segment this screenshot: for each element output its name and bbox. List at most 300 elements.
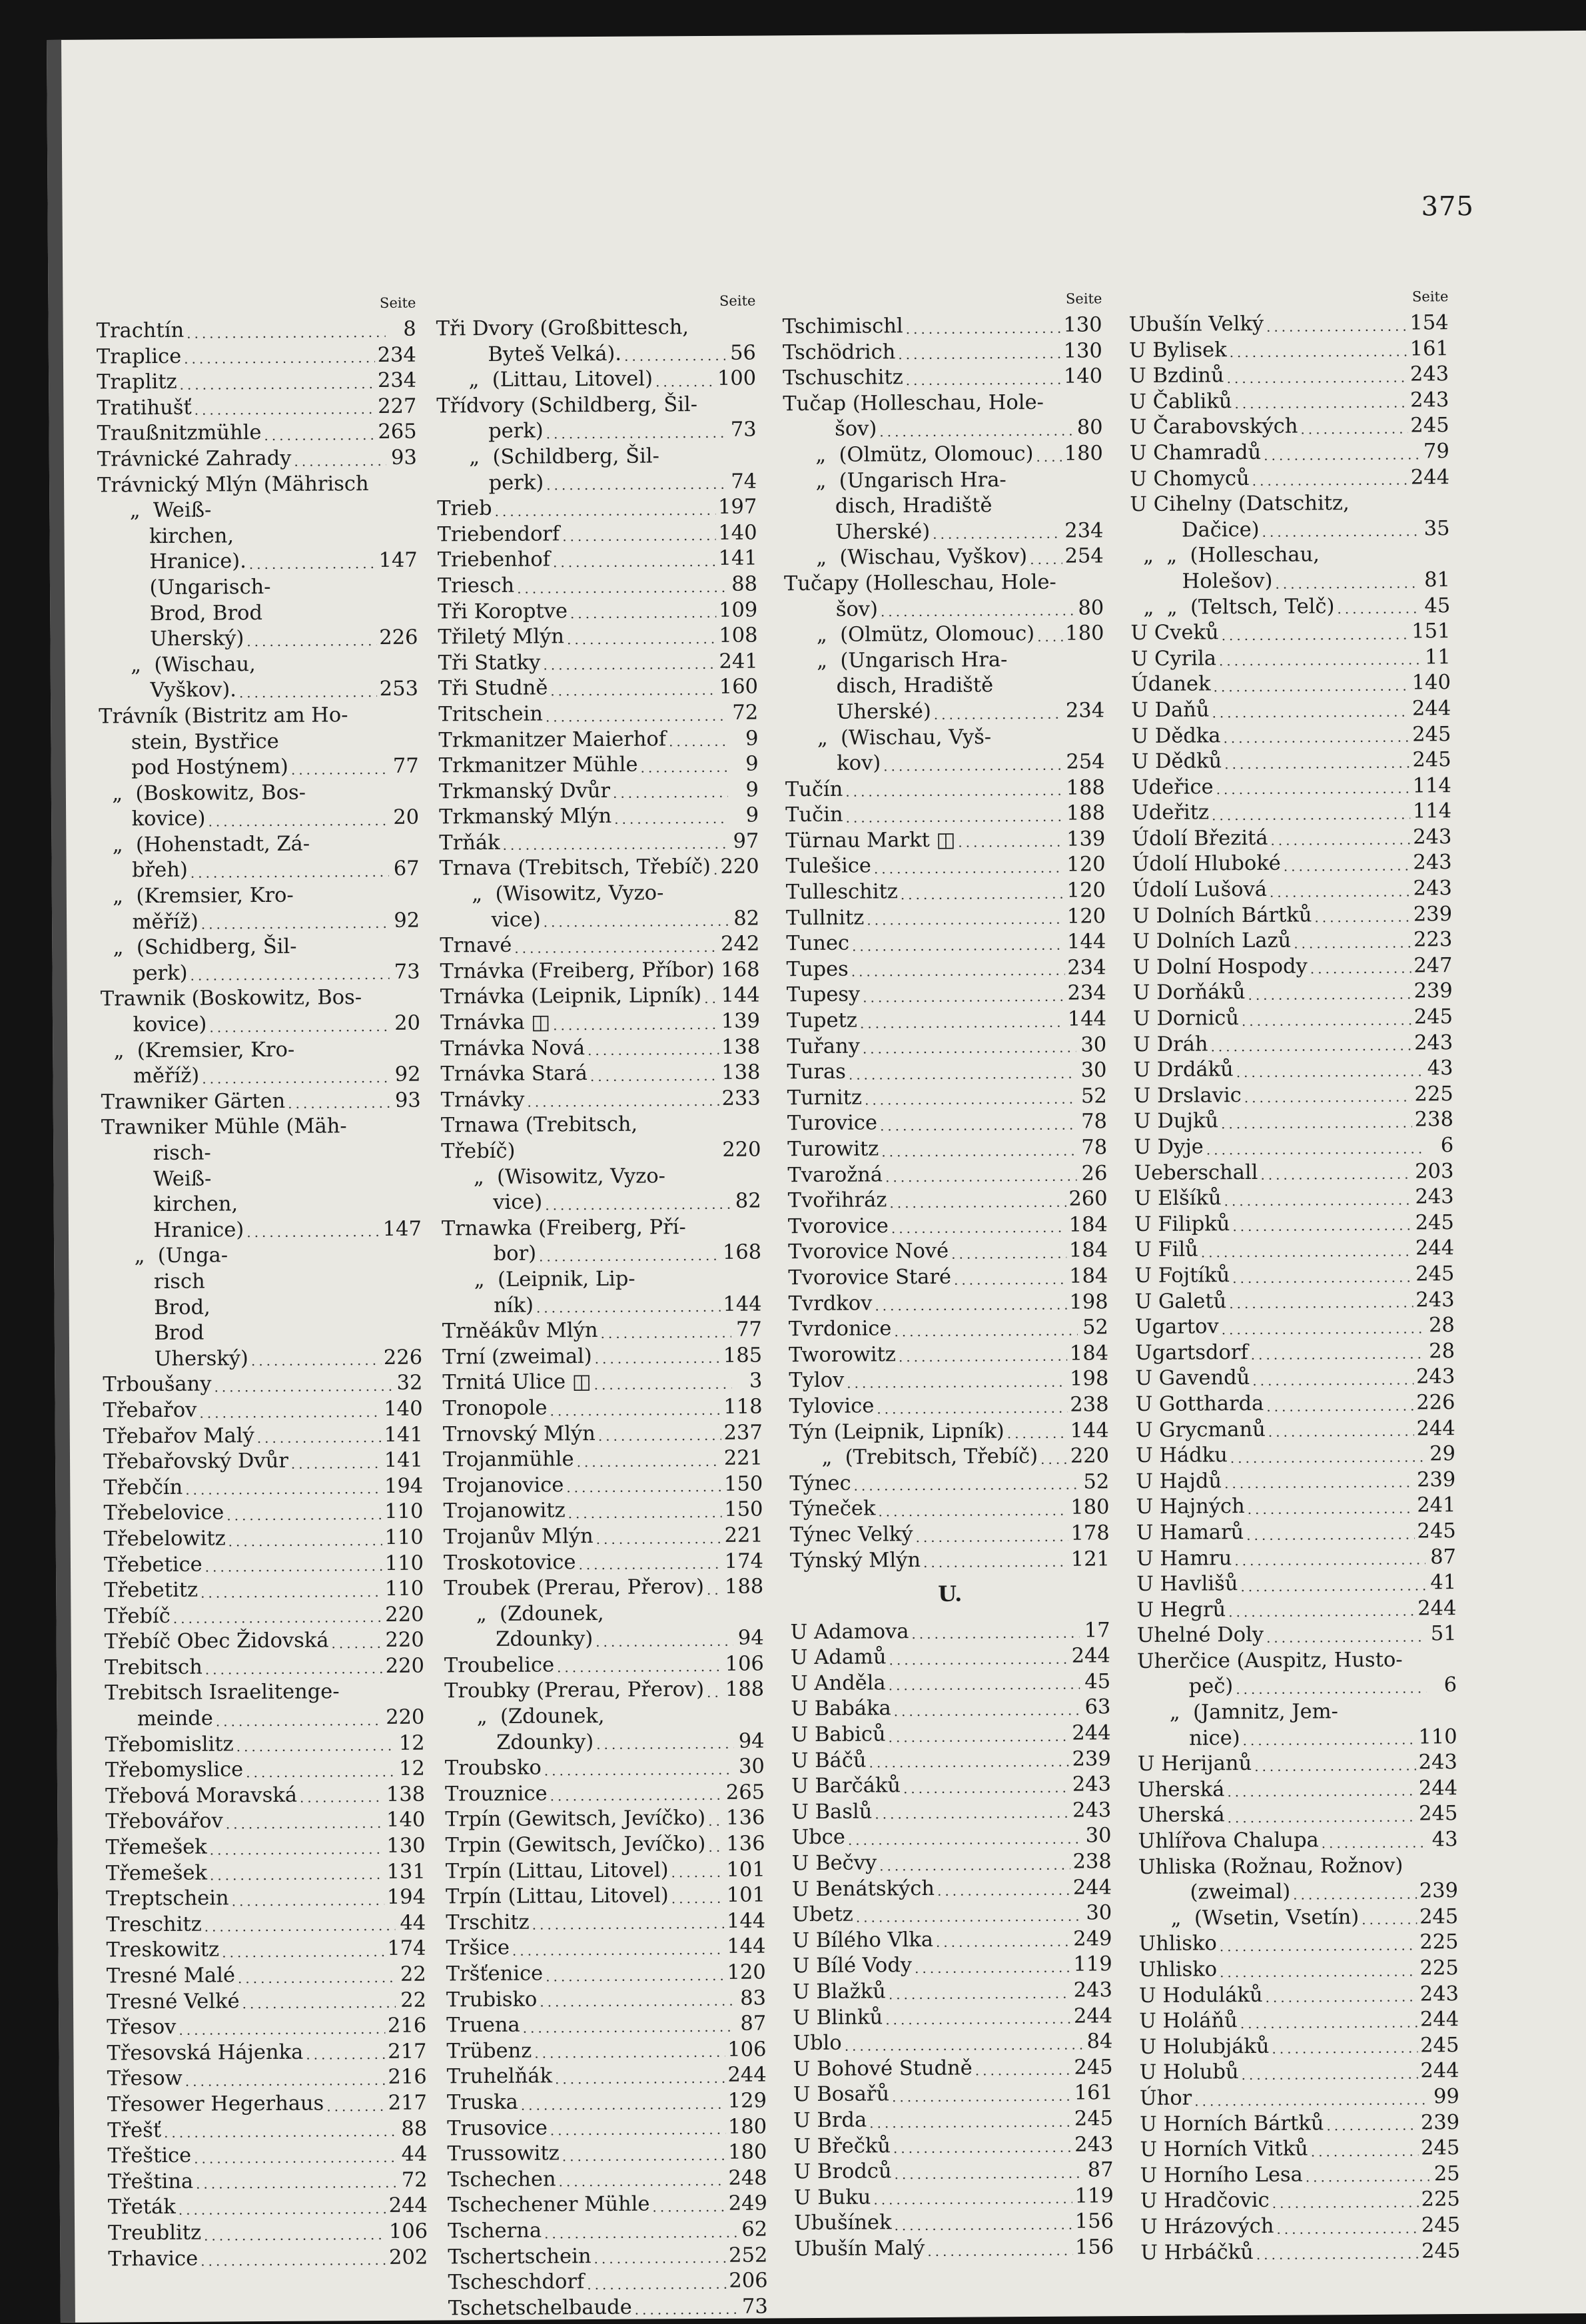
leader-dots	[847, 1375, 1067, 1390]
index-entry	[1137, 1725, 1457, 1752]
index-entry	[792, 1849, 1112, 1877]
entry-name: U Barčáků	[791, 1773, 901, 1800]
entry-page: 225	[1421, 2187, 1460, 2213]
leader-dots	[1224, 1476, 1414, 1491]
index-entry	[436, 340, 756, 368]
index-entry	[785, 724, 1104, 752]
index-entry	[99, 805, 419, 833]
entry-name: Úhor	[1140, 2086, 1192, 2112]
entry-page: 79	[1421, 439, 1449, 465]
index-entry	[436, 366, 756, 394]
index-entry	[785, 749, 1105, 777]
entry-name: U Holáňů	[1139, 2008, 1238, 2034]
index-entry	[438, 546, 757, 574]
entry-page: 239	[1417, 1467, 1455, 1493]
entry-name: U Galetů	[1134, 1289, 1226, 1315]
entry-page: 151	[1411, 619, 1450, 645]
entry-page: 140	[1412, 670, 1451, 696]
entry-name: „ (Wisowitz, Vyzo-	[440, 881, 664, 908]
entry-name: Traplice	[97, 344, 182, 370]
entry-page: 185	[723, 1343, 762, 1369]
index-entry	[103, 1294, 422, 1322]
entry-name: vice)	[440, 907, 541, 934]
leader-dots	[1230, 1450, 1425, 1465]
entry-name: Třebařovský Dvůr	[103, 1449, 288, 1475]
entry-page: 184	[1069, 1212, 1108, 1238]
leader-dots	[1216, 782, 1410, 797]
entry-page: 156	[1075, 2235, 1114, 2261]
index-entry	[102, 1242, 422, 1270]
entry-page: 245	[1074, 2055, 1112, 2081]
index-entry	[104, 1551, 424, 1579]
entry-name: Třebomislitz	[105, 1732, 234, 1758]
entry-name: „ (Schildberg, Šil-	[437, 444, 659, 471]
index-entry	[787, 1058, 1106, 1086]
entry-page: 120	[1066, 853, 1105, 879]
entry-name: U Filů	[1134, 1238, 1198, 1264]
leader-dots	[202, 1071, 390, 1086]
index-entry	[99, 754, 419, 782]
leader-dots	[975, 2064, 1072, 2078]
entry-name: Trieb	[437, 496, 492, 522]
entry-page: 83	[738, 1986, 766, 2012]
entry-page: 244	[1072, 1644, 1110, 1670]
entry-page: 6	[1425, 1133, 1453, 1159]
entry-name: Uhliska (Rožnau, Rožnov)	[1138, 1853, 1403, 1880]
leader-dots	[1326, 2119, 1418, 2133]
entry-name: Uhlířova Chalupa	[1138, 1828, 1318, 1854]
leader-dots	[536, 1300, 721, 1315]
entry-page: 80	[1074, 416, 1102, 442]
entry-page: 244	[1072, 1721, 1110, 1746]
leader-dots	[1222, 627, 1409, 642]
leader-dots	[180, 377, 375, 392]
leader-dots	[885, 2012, 1071, 2027]
index-entry	[789, 1469, 1109, 1497]
entry-page: 26	[1079, 1161, 1107, 1187]
index-entry	[785, 647, 1104, 675]
entry-page: 180	[728, 2140, 767, 2166]
entry-name: U Brda	[793, 2108, 867, 2134]
leader-dots	[878, 1504, 1068, 1519]
entry-name: „ (Schidberg, Šil-	[100, 935, 296, 961]
entry-name: U Dědků	[1132, 749, 1222, 775]
index-entry	[1134, 1082, 1453, 1110]
entry-name: kovice)	[101, 1012, 207, 1039]
entry-name: Tři Koroptve	[438, 599, 568, 625]
index-entry	[1138, 1776, 1457, 1804]
leader-dots	[1264, 448, 1419, 462]
entry-name: Vyškov).	[99, 678, 236, 705]
index-entry	[783, 492, 1103, 520]
index-entry	[444, 1703, 764, 1731]
entry-page: 106	[725, 1651, 764, 1677]
leader-dots	[577, 1455, 721, 1469]
leader-dots	[869, 2115, 1072, 2130]
entry-name: U Babáka	[791, 1697, 891, 1723]
index-entry	[107, 1988, 426, 2016]
entry-page: 108	[719, 623, 757, 649]
entry-page: 25	[1431, 2161, 1459, 2187]
entry-name: Tschetschelbaude	[448, 2295, 632, 2321]
index-entry	[436, 418, 756, 446]
entry-name: Trusovice	[447, 2116, 548, 2142]
leader-dots	[539, 1249, 720, 1264]
entry-name: Uherská	[1138, 1777, 1225, 1803]
entry-page: 45	[1082, 1669, 1110, 1695]
index-entry	[1130, 465, 1449, 493]
entry-name: „ Weiß-	[97, 498, 211, 525]
index-entry	[1138, 1802, 1457, 1830]
entry-name: U Fojtíků	[1134, 1263, 1230, 1289]
index-entry	[442, 1343, 762, 1371]
entry-page: 9	[731, 752, 759, 778]
entry-page: 20	[391, 805, 419, 831]
entry-name: Tschertschein	[448, 2244, 591, 2271]
entry-name: Tvarožná	[787, 1162, 883, 1188]
leader-dots	[249, 557, 376, 571]
entry-name: „ (Ungarisch Hra-	[785, 647, 1008, 675]
index-entry	[793, 2132, 1113, 2160]
entry-name: Třebíč Obec Židovská	[105, 1629, 329, 1656]
index-entry	[1138, 1853, 1458, 1881]
index-entry	[1137, 1647, 1457, 1675]
leader-dots	[1213, 679, 1409, 693]
index-entry	[1130, 593, 1450, 621]
entry-page: 3	[734, 1369, 762, 1395]
entry-page: 245	[1419, 1904, 1458, 1930]
entry-page: 254	[1066, 749, 1104, 775]
entry-page: 114	[1413, 799, 1451, 825]
index-entry	[101, 1088, 421, 1116]
leader-dots	[595, 1635, 733, 1649]
leader-dots	[951, 1247, 1066, 1261]
entry-name: Dačice)	[1130, 518, 1259, 544]
leader-dots	[570, 606, 716, 620]
entry-name: U Drslavic	[1134, 1083, 1242, 1110]
index-entry	[789, 1443, 1109, 1471]
entry-name: Třídvory (Schildberg, Šil-	[436, 392, 697, 420]
entry-name: Tschödrich	[783, 340, 896, 366]
index-entry	[107, 2142, 427, 2170]
entry-page: 101	[726, 1857, 765, 1883]
index-entry	[106, 1910, 426, 1938]
entry-page: 238	[1415, 1108, 1453, 1134]
index-entry	[101, 1140, 421, 1168]
entry-page: 245	[1421, 2213, 1460, 2239]
entry-page: 92	[392, 908, 420, 934]
entry-page: 87	[1085, 2157, 1113, 2183]
index-entry	[97, 420, 417, 448]
index-entry	[1130, 542, 1450, 570]
entry-name: Uherčice (Auspitz, Husto-	[1137, 1647, 1403, 1675]
entry-page: 234	[1067, 981, 1106, 1007]
index-entry	[97, 342, 416, 370]
entry-name: Trnávka ◫	[440, 1010, 550, 1036]
leader-dots	[578, 1557, 721, 1571]
leader-dots	[185, 1482, 382, 1497]
leader-dots	[566, 1480, 721, 1494]
entry-name: Tullnitz	[786, 905, 864, 931]
leader-dots	[1194, 2093, 1429, 2108]
index-entry	[103, 1397, 422, 1425]
index-entry	[447, 2140, 767, 2168]
leader-dots	[517, 580, 727, 595]
entry-name: Troskotovice	[444, 1550, 576, 1577]
index-entry	[439, 777, 759, 805]
index-entry	[783, 467, 1103, 495]
entry-name: Třebelowitz	[104, 1526, 226, 1553]
entry-page: 9	[731, 803, 759, 829]
entry-page: 242	[721, 932, 759, 958]
leader-dots	[885, 1170, 1077, 1184]
entry-page: 20	[392, 1011, 420, 1037]
entry-name: U Bzdinů	[1129, 363, 1224, 389]
leader-dots	[874, 861, 1064, 876]
entry-name: Tři Studně	[438, 676, 548, 703]
index-entry	[442, 1394, 762, 1422]
index-entry	[789, 1495, 1109, 1523]
entry-page: 174	[387, 1936, 426, 1962]
leader-dots	[1337, 602, 1419, 616]
entry-name: Třebařov	[103, 1398, 197, 1424]
entry-name: stein, Bystřice	[99, 729, 278, 755]
index-entry	[1134, 1262, 1454, 1290]
entry-name: Ubušín Velký	[1129, 312, 1264, 338]
entry-name: Třebetitz	[104, 1578, 198, 1604]
index-entry	[1135, 1390, 1455, 1418]
entry-page: 244	[1420, 2007, 1459, 2033]
index-entry	[108, 2245, 428, 2273]
index-entry	[440, 1009, 760, 1037]
entry-page: 62	[739, 2217, 767, 2243]
entry-name: U Dědka	[1131, 723, 1220, 749]
index-entry	[99, 831, 419, 859]
leader-dots	[1232, 1270, 1413, 1285]
entry-name: Byteš Velká).	[436, 341, 621, 368]
entry-name: „ (Trebitsch, Třebíč)	[789, 1444, 1038, 1471]
index-entry	[442, 1318, 762, 1346]
leader-dots	[1240, 2016, 1417, 2030]
index-entry	[99, 703, 418, 731]
entry-page: 245	[1415, 1210, 1454, 1236]
leader-dots	[958, 835, 1064, 849]
index-entry	[448, 2269, 767, 2297]
entry-page: 245	[1421, 2239, 1460, 2265]
leader-dots	[894, 2218, 1072, 2233]
entry-page: 234	[1066, 698, 1104, 724]
entry-name: Trní (zweimal)	[442, 1344, 592, 1371]
index-entry	[793, 2081, 1113, 2109]
leader-dots	[891, 1221, 1066, 1236]
index-entry	[103, 1345, 422, 1373]
entry-name: Třebomyslice	[105, 1757, 244, 1784]
index-entry	[441, 1086, 761, 1114]
index-entry	[445, 1806, 765, 1834]
entry-name: „ „ (Holleschau,	[1130, 543, 1320, 570]
index-entry	[791, 1824, 1111, 1852]
entry-page: 238	[1070, 1392, 1108, 1418]
leader-dots	[1244, 1090, 1412, 1105]
leader-dots	[204, 1919, 396, 1934]
entry-page: 140	[1064, 364, 1102, 390]
entry-page: 110	[385, 1551, 424, 1577]
leader-dots	[879, 1858, 1070, 1872]
index-entry	[791, 1695, 1110, 1723]
entry-name: Trpín (Littau, Litovel)	[446, 1858, 669, 1885]
entry-page: 130	[1064, 338, 1102, 364]
entry-page: 144	[721, 983, 759, 1009]
leader-dots	[191, 865, 389, 880]
leader-dots	[1222, 1322, 1424, 1336]
leader-dots	[251, 1354, 381, 1367]
leader-dots	[613, 786, 728, 800]
entry-page: 225	[1419, 1956, 1458, 1982]
leader-dots	[232, 1894, 384, 1908]
index-entry	[107, 1962, 426, 1990]
leader-dots	[588, 1043, 719, 1057]
index-entry	[1139, 2007, 1459, 2035]
index-entry	[1135, 1364, 1455, 1392]
index-entry	[1131, 670, 1451, 698]
index-entry	[98, 574, 418, 602]
entry-name: U Hrázových	[1140, 2214, 1274, 2241]
entry-name: U Chomyců	[1130, 466, 1250, 493]
index-entry	[792, 1901, 1112, 1929]
entry-name: měříž)	[100, 909, 198, 935]
entry-page: 87	[738, 2012, 766, 2038]
entry-name: Tučin	[785, 803, 843, 829]
leader-dots	[1248, 1501, 1415, 1516]
index-entry	[1135, 1313, 1455, 1341]
leader-dots	[873, 2192, 1072, 2207]
index-entry	[100, 959, 420, 987]
index-entry	[99, 677, 418, 705]
entry-name: Troubky (Prerau, Přerov)	[444, 1677, 704, 1705]
index-entry	[1135, 1339, 1455, 1367]
book-page	[47, 31, 1586, 2323]
index-entry	[448, 2217, 767, 2245]
leader-dots	[671, 1866, 724, 1879]
leader-dots	[624, 349, 725, 363]
leader-dots	[1224, 756, 1409, 771]
entry-page: 139	[721, 1009, 760, 1035]
index-entry	[790, 1521, 1110, 1549]
entry-page: 9	[731, 777, 759, 803]
section-heading: U.	[790, 1580, 1110, 1608]
entry-page: 188	[725, 1575, 763, 1601]
leader-dots	[1212, 705, 1409, 719]
entry-page: 188	[725, 1677, 764, 1703]
entry-name: Türnau Markt ◫	[785, 828, 955, 855]
index-entry	[98, 548, 418, 576]
leader-dots	[881, 1144, 1076, 1158]
index-entry	[1134, 1210, 1454, 1238]
index-entry	[445, 1754, 765, 1782]
entry-page: 84	[1084, 2029, 1112, 2055]
index-entry	[1133, 1056, 1453, 1084]
index-entry	[789, 1341, 1108, 1369]
leader-dots	[1322, 1836, 1427, 1850]
leader-dots	[877, 1401, 1067, 1415]
entry-name: Třeták	[108, 2195, 176, 2221]
entry-page: 225	[1419, 1930, 1458, 1956]
leader-dots	[596, 1531, 722, 1545]
index-entry	[792, 1875, 1112, 1903]
leader-dots	[495, 504, 716, 518]
entry-name: Trňák	[439, 831, 500, 857]
leader-dots	[546, 1968, 724, 1983]
entry-name: U Hradčovic	[1140, 2188, 1270, 2215]
index-entry	[108, 2219, 428, 2247]
index-entry	[447, 2114, 767, 2142]
entry-name: Tupes	[786, 957, 848, 983]
entry-page: 234	[378, 342, 416, 368]
index-entry	[98, 599, 418, 627]
entry-name: Trouznice	[445, 1781, 548, 1808]
leader-dots	[1242, 1013, 1411, 1028]
index-entry	[439, 752, 759, 780]
leader-dots	[521, 2097, 725, 2112]
leader-dots	[1206, 1142, 1423, 1156]
entry-page: 150	[724, 1497, 763, 1523]
leader-dots	[568, 1506, 722, 1520]
entry-name: Týnec Velký	[790, 1522, 913, 1549]
entry-name: Ugartov	[1135, 1314, 1219, 1340]
entry-name: Zdounky)	[445, 1730, 594, 1756]
entry-page: 119	[1074, 2183, 1113, 2209]
entry-page: 243	[1414, 1030, 1453, 1056]
entry-page: 52	[1079, 1084, 1107, 1110]
entry-name: Třesow	[107, 2066, 183, 2092]
entry-name: „ (Wisowitz, Vyzo-	[441, 1164, 665, 1191]
entry-page: 82	[733, 1189, 761, 1215]
index-entry	[104, 1525, 424, 1553]
entry-page: 244	[1073, 1875, 1112, 1901]
entry-name: Ugartsdorf	[1135, 1340, 1248, 1367]
index-entry	[1133, 1004, 1453, 1032]
entry-name: Tršťenice	[446, 1962, 544, 1988]
index-entry	[1133, 979, 1453, 1007]
index-entry	[785, 775, 1105, 803]
entry-page: 243	[1420, 1982, 1459, 2008]
index-entry	[105, 1756, 425, 1784]
index-entry	[103, 1320, 422, 1348]
index-entry	[784, 595, 1104, 623]
leader-dots	[590, 1069, 719, 1083]
leader-dots	[1311, 2144, 1419, 2158]
index-entry	[793, 2055, 1113, 2083]
leader-dots	[595, 1352, 721, 1365]
index-column-2	[436, 292, 768, 2322]
entry-name: U Horních Vitků	[1140, 2137, 1308, 2163]
leader-dots	[200, 1585, 382, 1600]
entry-name: Týnský Mlýn	[790, 1548, 921, 1575]
index-entry	[447, 2063, 767, 2091]
index-entry	[440, 932, 759, 960]
entry-name: „ (Boskowitz, Bos-	[99, 780, 306, 807]
index-column-4	[1128, 288, 1460, 2266]
entry-page: 82	[731, 906, 759, 932]
leader-dots	[540, 1994, 735, 2009]
entry-name: šov)	[783, 417, 877, 443]
entry-page: 226	[1416, 1390, 1455, 1416]
entry-name: U Břečků	[793, 2133, 891, 2159]
index-entry	[791, 1644, 1110, 1672]
leader-dots	[1030, 553, 1062, 566]
entry-name: „ (Unga-	[102, 1244, 228, 1270]
entry-name: Tschuschitz	[783, 365, 903, 392]
